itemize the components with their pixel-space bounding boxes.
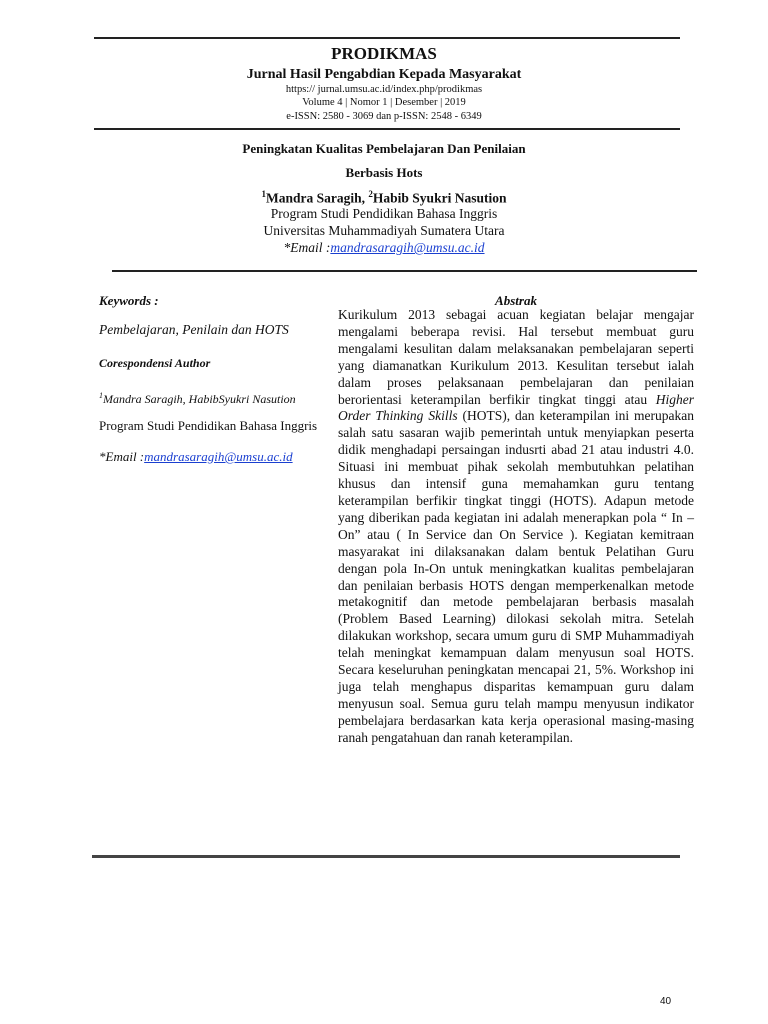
journal-url: https:// jurnal.umsu.ac.id/index.php/prodikmas xyxy=(285,84,483,95)
program-name: Program Studi Pendidikan Bahasa Inggris xyxy=(270,206,498,221)
correspondence-author-mark: 1 xyxy=(99,391,103,400)
correspondence-email-link[interactable]: mandrasaragih@umsu.ac.id xyxy=(144,449,293,464)
abstract-body xyxy=(338,307,694,747)
correspondence-author-name: Mandra Saragih, HabibSyukri Nasution xyxy=(103,392,296,406)
article-title-line1: Peningkatan Kualitas Pembelajaran Dan Penilaian xyxy=(242,141,526,156)
abstract-text-italic: Higher Order Thinking Skills xyxy=(338,391,694,424)
article-title-line2: Berbasis Hots xyxy=(345,165,423,180)
correspondence-author xyxy=(99,389,321,406)
footer-rule xyxy=(92,855,680,858)
author2-name: Habib Syukri Nasution xyxy=(372,190,507,206)
correspondence-label: Corespondensi Author xyxy=(99,356,211,370)
header-bottom-rule xyxy=(94,128,680,130)
abstract-heading: Abstrak xyxy=(495,293,537,308)
journal-subtitle: Jurnal Hasil Pengabdian Kepada Masyarakat xyxy=(246,67,522,82)
abstract-text-part1: Kurikulum 2013 sebagai acuan kegiatan belajar mengajar mengalami beberapa revisi. Hal tersebut membuat guru mengalami kesulitan dalam melaksanakan pembelajaran seperti yang diamanatkan Kurikulum 2013. Kesulitan tersebut ialah dalam proses pelaksanaan pembelajaran dan penilaian berorientasi keterampilan berfikir tingkat tinggi atau xyxy=(338,307,694,407)
header-top-rule xyxy=(94,37,680,39)
correspondence-email-line xyxy=(99,449,321,464)
author-email-link[interactable]: mandrasaragih@umsu.ac.id xyxy=(330,240,485,255)
keywords-text: Pembelajaran, Penilain dan HOTS xyxy=(99,322,289,337)
correspondence-email-label: *Email : xyxy=(99,449,145,464)
page-number: 40 xyxy=(660,996,672,1007)
journal-issn: e-ISSN: 2580 - 3069 dan p-ISSN: 2548 - 6349 xyxy=(286,111,482,122)
abstract-text-part2: (HOTS), dan keterampilan ini merupakan salah satu sasaran wajib pemerintah untuk menyiapkan peserta didik menghadapi persaingan indusrti abad 21 atau industri 4.0. Situasi ini membuat pihak sekolah membutuhkan pelatihan khusus dan intensif guna memahamkan guru tentang keterampilan berfikir tingkat tinggi (HOTS). Adapun metode yang diberikan pada kegiatan ini adalah menerapkan pola “ In – On” atau ( In Service dan On Service ). Kegiatan kemitraan masyarakat ini dilaksanakan dalam bentuk Pelatihan Guru dengan pola In-On untuk meningkatkan kualitas pembelajaran dan penilaian berbasis HOTS dengan memperkenalkan metode metakognitif dan metode pembelajaran berbasis masalah (Problem Based Learning) dilokasi sekolah mitra. Setelah dilakukan workshop, secara umum guru di SMP Muhammadiyah telah meningkat kemampuan dalam menyusun soal HOTS. Secara keseluruhan peningkatan mencapai 21, 5%. Workshop ini juga telah menghapus disparitas kemampuan guru dalam menyusun soal. Semua guru telah mampu menyusun indikator pembelajara berdasarkan kata kerja operasional masing-masing ranah pengatahuan dan ranah keterampilan. xyxy=(338,408,694,745)
author2-affiliation-mark: 2 xyxy=(368,189,373,199)
correspondence-program: Program Studi Pendidikan Bahasa Inggris xyxy=(99,418,318,433)
journal-name: PRODIKMAS xyxy=(331,44,437,63)
journal-volume: Volume 4 | Nomor 1 | Desember | 2019 xyxy=(302,97,466,108)
author1-affiliation-mark: 1 xyxy=(261,189,267,199)
author-line xyxy=(0,189,768,207)
author1-name: Mandra Saragih, xyxy=(266,190,369,206)
email-label: *Email : xyxy=(283,240,331,255)
title-block-rule xyxy=(112,270,697,272)
university-name: Universitas Muhammadiyah Sumatera Utara xyxy=(263,223,505,238)
keywords-label: Keywords : xyxy=(99,293,159,308)
author-email-line xyxy=(0,240,768,256)
